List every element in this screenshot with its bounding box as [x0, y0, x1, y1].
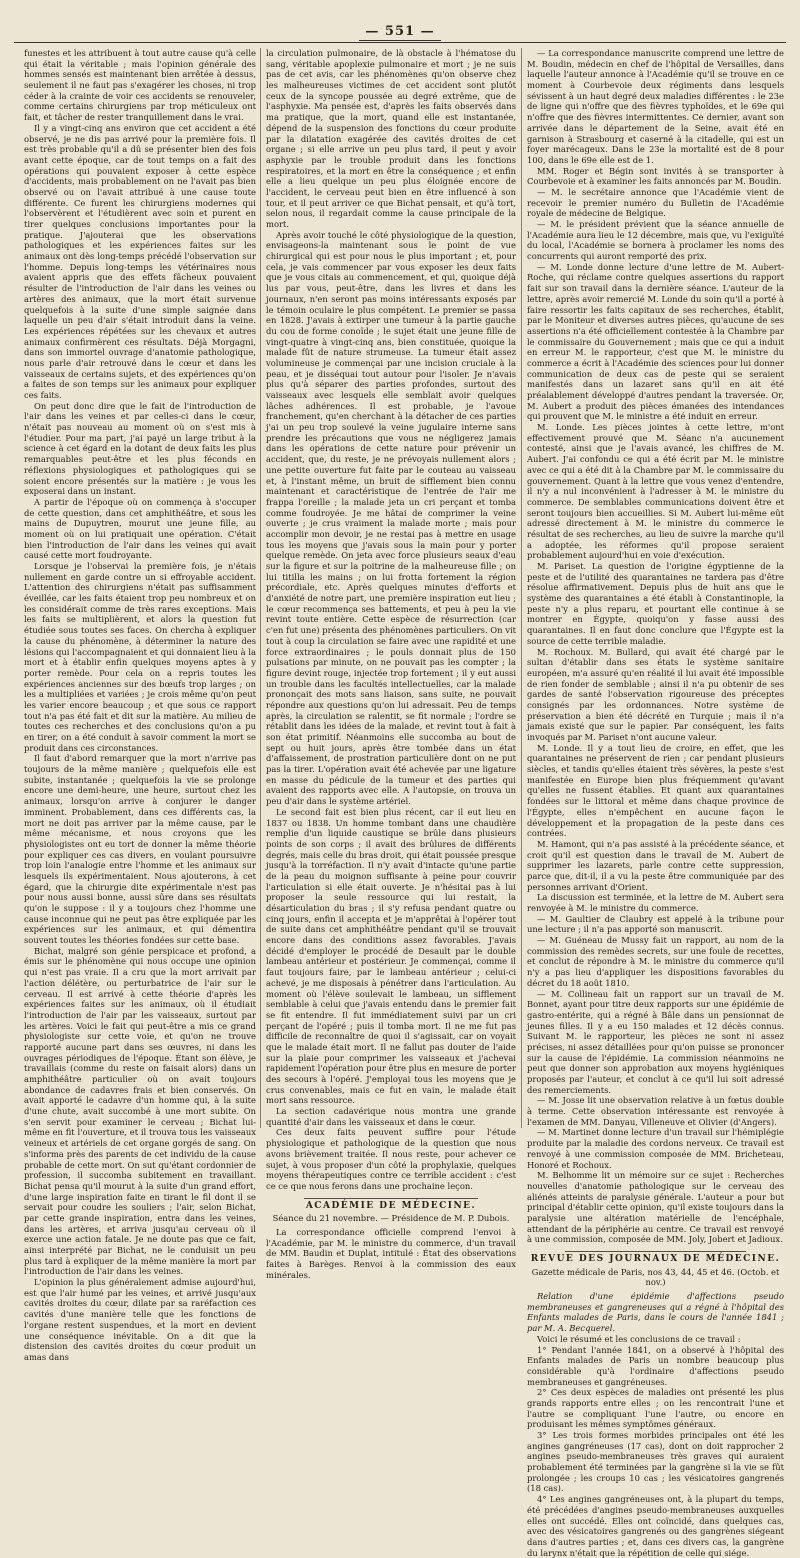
page-header	[0, 10, 800, 50]
paragraph: M. Hamont, qui n'a pas assisté à la précédente séance, et croit qu'il est question dans le travail de M. Aubert de supprimer les lazarets, parle contre cette suppression, parce que, dit-il, il a vu la peste être communiquée par des personnes arrivant d'Orient.	[527, 838, 784, 892]
paragraph: — M. Londe donne lecture d'une lettre de M. Aubert-Roche, qui réclame contre quelques assertions du rapport fait sur son travail dans la dernière séance. L'auteur de la lettre, après avoir remercié M. Londe du soin qu'il a porté à faire ressortir les faits capitaux de ses recherches, établit, par le Moniteur et diverses autres pièces, qu'aucune de ses assertions n'a été officiellement contestée à la Chambre par le commissaire du Gouvernement ; mais que ce qui a induit en erreur M. le rapporteur, c'est que M. le ministre du commerce a écrit à l'Académie des sciences pour lui donner communication de deux cas de peste qui se seraient manifestés dans un lazaret sans qu'il en ait été préalablement développé d'autres pendant la traversée. Or, M. Aubert a produit des pièces émanées des intendances qui prouvent que M. le ministre a été induit en erreur.	[527, 261, 784, 422]
paragraph: M. Pariset. La question de l'origine égyptienne de la peste et de l'utilité des quarantaines ne tardera pas d'être résolue affirmativement. Depuis plus de huit ans que le système des quarantaines a été établi à Constantinople, la peste n'y a plus reparu, et pourtant elle continue à se montrer en Égypte, quoiqu'on y fasse aussi des quarantaines. Il en faut donc conclure que l'Égypte est la source de cette terrible maladie.	[527, 561, 784, 646]
paragraph: — M. Martinet donne lecture d'un travail sur l'hémiplégie produite par la maladie des cordons nerveux. Ce travail est renvoyé à une commission composée de MM. Bricheteau, Honoré et Rochoux.	[527, 1127, 784, 1170]
paragraph: L'opinion la plus généralement admise aujourd'hui, est que l'air humé par les veines, et arrivé jusqu'aux cavités droites du cœur, dilate par sa raréfaction ces cavités d'une manière telle que les fonctions de l'organe restent suspendues, et la mort en devient une conséquence inévitable. On a dit que la distension des cavités droites du cœur produit un amas dans	[24, 1277, 256, 1362]
section-divider	[304, 1198, 478, 1199]
paragraph: la circulation pulmonaire, de là obstacle à l'hématose du sang, véritable apoplexie pulmonaire et mort ; je ne suis pas de cet avis, car les phénomènes qu'on observe chez les malheureuses victimes de cet accident sont plutôt ceux de la syncope poussée au degré extrême, que de l'asphyxie. Ma pensée est, d'après les faits observés dans ma pratique, que la mort, quand elle est instantanée, dépend de la suspension des fonctions du cœur produite par la dilatation exagérée des cavités droites de cet organe ; si elle arrive un peu plus tard, il peut y avoir asphyxie par le trouble produit dans les fonctions respiratoires, et la mort en être la conséquence ; et enfin elle a lieu quelque un peu plus éloignée encore de l'accident, le cerveau peut bien en être influencé à son tour, et il peut arriver ce que Bichat pensait, et qu'à tort, selon nous, il regardait comme la cause principale de la mort.	[266, 48, 516, 229]
paragraph: — M. Collineau fait un rapport sur un travail de M. Bonnet, ayant pour titre deux rapports sur une épidémie de gastro-entérite, qui a régné à Bâle dans un pensionnat de jeunes filles. Il y a eu 150 malades et 12 décès connus. Suivant M. le rapporteur, les pièces ne sont ni assez précises, ni assez détaillées pour qu'on puisse se prononcer sur la cause de l'épidémie. La commission néanmoins ne peut que donner son approbation aux moyens hygiéniques proposés par l'auteur, et conclut à ce qu'il lui soit adressé des remerciements.	[527, 988, 784, 1095]
list-item: 4° Les angines gangréneuses ont, à la plupart du temps, été précédées d'angines pseudo-membraneuses auxquelles elles ont succédé. Elles ont coïncidé, dans quelques cas, avec des vésicatoires gangrenés ou des gangrènes siégeant dans d'autres parties ; et, dans ces divers cas, la gangrène du larynx n'était que la répétition de celle qui siége.	[527, 1494, 784, 1558]
paragraph: — M. Gaultier de Claubry est appelé à la tribune pour une lecture ; il n'a pas apporté son manuscrit.	[527, 913, 784, 935]
list-item: 2° Ces deux espèces de maladies ont présenté les plus grands rapports entre elles ; on les rencontrait l'une et l'autre se compliquant l'une l'autre, ou encore en produisant les mêmes symptômes généraux.	[527, 1387, 784, 1430]
paragraph: MM. Roger et Bégin sont invités à se transporter à Courbevoie et à examiner les faits annoncés par M. Boudin.	[527, 165, 784, 187]
section-title-revue: REVUE DES JOURNAUX DE MÉDECINE.	[530, 1254, 781, 1264]
paragraph: A partir de l'époque où on commença à s'occuper de cette question, dans cet amphithéâtre, et sous les mains de Dupuytren, mourut une jeune fille, au moment où on lui pratiquait une opération. C'était bien l'introduction de l'air dans les veines qui avait causé cette mort foudroyante.	[24, 496, 256, 561]
paragraph: Il y a vingt-cinq ans environ que cet accident a été observé, je ne dis pas arrivé pour la première fois. Il est très probable qu'il a dû se présenter bien des fois avant cette époque, car de tout temps on a fait des opérations qui pouvaient exposer à cette espèce d'accidents, mais probablement on ne l'avait pas bien observé ou on l'avait attribué à une cause toute différente. Ce furent les chirurgiens modernes qui l'observèrent et l'étudièrent avec soin et purent en tirer quelques conclusions importantes pour la pratique. J'ajouterai que les observations pathologiques et les expériences faites sur les animaux ont dès long-temps précédé l'observation sur l'homme. Depuis long-temps les vétérinaires nous avaient appris que des effets fâcheux pouvaient résulter de l'introduction de l'air dans les veines ou artères des animaux, que la mort était survenue quelquefois à la suite d'une simple saignée dans laquelle un peu d'air s'était introduit dans la veine. Les expériences répétées sur les chevaux et autres animaux confirmèrent ces résultats. Déjà Morgagni, dans son immortel ouvrage d'anatomie pathologique, nous parle d'air retrouvé dans le cœur et dans les vaisseaux de certains sujets, et des expériences qu'on a faites de son temps sur les animaux pour expliquer ces faits.	[24, 122, 256, 400]
paragraph: Ces deux faits peuvent suffire pour l'étude physiologique et pathologique de la question que nous avons brièvement traitée. Il nous reste, pour achever ce sujet, à vous proposer d'un côté la prophylaxie, quelques moyens thérapeutiques contre ce terrible accident : c'est ce ce que nous ferons dans une prochaine leçon.	[266, 1127, 516, 1191]
paragraph: Voici le résumé et les conclusions de ce travail :	[537, 1333, 741, 1344]
article-title: Relation d'une épidémie d'affections pseudo membraneuses et gangreneuses qui a régné à l'hôpital des Enfants malades de Paris, dans le cours de l'année 1841 ; par M. A. Becquerel.	[527, 1291, 784, 1334]
paragraph: On peut donc dire que le fait de l'introduction de l'air dans les veines et par celles-ci dans le cœur, n'était pas nouveau au moment où on s'est mis à l'étudier. Pour ma part, j'ai payé un large tribut à la science à cet égard en la dotant de deux faits les plus remarquables peut-être et les plus féconds en réflexions physiologiques et pathologiques qui se soient encore présentés sur la matière : je vous les exposerai dans un instant.	[24, 400, 256, 497]
paragraph: La section cadavérique nous montra une grande quantité d'air dans les vaisseaux et dans le cœur.	[266, 1106, 516, 1127]
page-number: — 551 —	[359, 24, 440, 41]
paragraph: Après avoir touché le côté physiologique de la question, envisageons-la maintenant sous le point de vue chirurgical qui est pour nous le plus important ; et, pour cela, je vais commencer par vous exposer les deux faits que je vous citais au commencement, et qui, quoique déjà lus par vous, peut-être, dans les livres et dans les journaux, n'en seront pas moins intéressants exposés par le témoin oculaire le plus compétent. Le premier se passa en 1828. J'avais à extirper une tumeur à la partie gauche du cou de forme conoïde ; le sujet était une jeune fille de vingt-quatre à vingt-cinq ans, bien constituée, quoique la malade fût de nature strumeuse. La tumeur était assez volumineuse je commençai par une incision cruciale à la peau, et je disséquai tout autour pour l'isoler. Je n'avais plus qu'à séparer des parties profondes, surtout des vaisseaux avec lesquels elle semblait avoir quelques lâches adhérences. Il est probable, je l'avoue franchement, qu'en cherchant à la détacher de ces parties j'ai un peu trop soulevé la veine jugulaire interne sans prendre les précautions que vous ne négligerez jamais dans les opérations de cette nature pour prévenir un accident, que, du reste, je ne prévoyais nullement alors ; une petite ouverture fut faite par le couteau au vaisseau et, à l'instant même, un bruit de sifflement bien connu maintenant et caractéristique de l'entrée de l'air me frappa l'oreille ; la malade jeta un cri perçant et tomba comme foudroyée. Je me hâtai de comprimer la veine ouverte ; je crus vraiment la malade morte ; mais pour accomplir mon devoir, je ne restai pas à mettre en usage tous les moyens que j'avais sous la main pour y porter quelque remède. On jeta avec force plusieurs seaux d'eau sur la figure et sur la poitrine de la malheureuse fille ; on lui titilla les mains ; on lui frotta fortement la région précordiale, etc. Après quelques minutes d'efforts et d'anxiété de notre part, une première inspiration eut lieu ; le cœur recommença ses battements, et peu à peu la vie revint toute entière. Cette espèce de résurrection (car c'en fut une) présenta des phénomènes particuliers. On vit tout à coup la circulation se faire avec une rapidité et une force extraordinaires ; le pouls donnait plus de 150 pulsations par minute, on ne pouvait pas les compter ; la figure devint rouge, injectée trop fortement ; il y eut aussi un trouble dans les facultés intellectuelles, car la malade prononçait des mots sans liaison, sans suite, ne pouvait répondre aux questions qu'on lui adressait. Peu de temps après, la circulation se ralentit, se fit normale ; l'ordre se rétablit dans les idées de la malade, et revint tout à fait à son état primitif. Néanmoins elle succomba au bout de sept ou huit jours, après être tombée dans un état d'affaissement, de prostration particulière dont on ne put pas la tirer. L'opération avait été achevée par une ligature en masse du pédicule de la tumeur et des parties qui avaient des rapports avec elle. A l'autopsie, on trouva un peu d'air dans le système artériel.	[266, 229, 516, 807]
paragraph: Il faut d'abord remarquer que la mort n'arrive pas toujours de la même manière ; quelquefois elle est subite, instantanée ; quelquefois la vie se prolonge encore une demi-heure, une heure, surtout chez les animaux, lorsqu'on arrive à conjurer le danger imminent. Probablement, dans ces différents cas, la mort ne doit pas arriver par la même cause, par le même mécanisme, et nous croyons que les physiologistes ont eu tort de donner la même théorie pour expliquer ces cas divers, en voulant poursuivre trop loin l'analogie entre l'homme et les animaux sur lesquels ils expérimentaient. Nous ajouterons, à cet égard, que la chirurgie dite expérimentale n'est pas pour nous aussi bonne, aussi sûre dans ses résultats qu'on le suppose : il y a toujours chez l'homme une cause inconnue qui ne peut pas être expliquée par les expériences sur les animaux, et qui démentira souvent toutes les théories fondées sur cette base.	[24, 753, 256, 946]
paragraph: M. Belhomme lit un mémoire sur ce sujet : Recherches nouvelles d'anatomie pathologique sur le cerveau des aliénés atteints de paralysie générale. L'auteur a pour but principal d'établir cette opinion, qu'il existe toujours dans la paralysie une altération matérielle de l'encéphale, attendant de la périphérie au centre. Ce travail est renvoyé à une commission, composée de MM. Joly, Jobert et Jadioux.	[527, 1170, 784, 1245]
paragraph: — M. le président prévient que la séance annuelle de l'Académie aura lieu le 12 décembre, mais que, vu l'exiguïté du local, l'Académie se bornera à proclamer les noms des concurrents qui auront remporté des prix.	[527, 219, 784, 262]
paragraph: Lorsque je l'observai la première fois, je n'étais nullement en garde contre un si effroyable accident. L'attention des chirurgiens n'était pas suffisamment éveillée, car les faits étaient trop peu nombreux et on les considérait comme de très rares exceptions. Mais les faits se multiplièrent, et alors la question fut étudiée sous toutes ses faces. On chercha à expliquer la cause du phénomène, à déterminer la nature des lésions qui l'accompagnaient et qui donnaient lieu à la mort et à établir enfin quelques moyens aptes à y porter remède. Pour cela on a repris toutes les expériences anciennes sur des bœufs trop larges ; on les a multipliées et variées ; je crois même qu'on peut les varier encore beaucoup ; et que sous ce rapport tout n'a pas été fait et dit sur la matière. Au milieu de toutes ces recherches et des conclusions qu'on a pu en tirer, on a été conduit à savoir comment la mort se produit dans ces circonstances.	[24, 561, 256, 753]
section-title-academie: ACADÉMIE DE MÉDECINE.	[305, 1200, 477, 1211]
paragraph: — M. Josse lit une observation relative à un fœtus double à terme. Cette observation intéressante est renvoyée à l'examen de MM. Danyau, Villeneuve et Olivier (d'Angers).	[527, 1095, 784, 1127]
paragraph: M. Rochoux. M. Bullard, qui avait été chargé par le sultan d'établir dans ses états le système sanitaire européen, m'a assuré qu'en réalité il lui avait été impossible de rien fonder de semblable ; ainsi il n'a pu obtenir de ses gardes de santé l'observation rigoureuse des préceptes consignés par les ordonnances. Notre système de préservation a bien été décrété en Turquie ; mais il n'a jamais existé que sur le papier. Par conséquent, les faits invoqués par M. Pariset n'ont aucune valeur.	[527, 646, 784, 742]
column-left	[24, 48, 256, 1362]
paragraph: M. Londe. Il y a tout lieu de croire, en effet, que les quarantaines ne préservent de rien ; car pendant plusieurs siècles, et tandis qu'elles étaient très sévères, la peste s'est manifestée en Europe bien plus fréquemment qu'avant qu'elles ne fussent établies. Et quant aux quarantaines fondées sur le littoral et même dans chaque province de l'Égypte, elles n'empêchent en aucune façon le développement et la propagation de la peste dans ces contrées.	[527, 742, 784, 839]
column-separator	[260, 48, 261, 1128]
paragraph: M. Londe. Les pièces jointes à cette lettre, m'ont effectivement prouvé que M. Séanc n'a aucunement contesté, ainsi que je l'avais avancé, les chiffres de M. Aubert. J'ai confondu ce qui a été écrit par M. le ministre avec ce qui a été dit à la Chambre par M. le commissaire du gouvernement. Quant à la lettre que vous venez d'entendre, il n'y a nul inconvénient à l'adresser à M. le ministre du commerce. De semblables communications doivent être et seront toujours bien accueillies. Si M. Aubert lui-même eût adressé directement à M. le ministre du commerce le résultat de ses recherches, au lieu de suivre la marche qu'il a adoptée, les réformes qu'il propose seraient probablement aujourd'hui en voie d'exécution.	[527, 422, 784, 561]
gazette-line: Gazette médicale de Paris, nos 43, 44, 45 et 46. (Octob. et nov.)	[531, 1266, 780, 1288]
column-middle	[266, 48, 516, 1280]
paragraph: — La correspondance manuscrite comprend une lettre de M. Boudin, médecin en chef de l'hôpital de Versailles, dans laquelle l'auteur annonce à l'Académie qu'il se trouve en ce moment à Courbevoie deux régiments dans lesquels sévissent à un haut degré deux maladies différentes : le 23e de ligne qui n'offre que des fièvres typhoïdes, et le 69e qui n'offre que des fièvres intermittentes. Ce dernier, avant son arrivée dans le département de la Seine, avait été en garnison à Strasbourg et caserné à la citadelle, qui est un foyer marécageux. Dans le 23e la mortalité est de 8 pour 100, dans le 69e elle est de 1.	[527, 48, 784, 165]
header-rule	[14, 42, 786, 43]
column-right	[527, 48, 784, 1558]
paragraph: funestes et les attribuent à tout autre cause qu'à celle qui était la véritable ; mais l'opinion générale des hommes sensés est maintenant bien arrêtée à dessus, seulement il ne faut pas s'exagérer les choses, ni trop céder à la crainte de voir ces accidents se renouveler, comme certains chirurgiens par trop méticuleux ont fait, et tâcher de rester tranquillement dans le vrai.	[24, 48, 256, 123]
list-item: 1° Pendant l'année 1841, on a observé à l'hôpital des Enfants malades de Paris un nombre beaucoup plus considérable qu'à l'ordinaire d'affections pseudo membraneuses et gangréneuses.	[527, 1344, 784, 1387]
paragraph: — M. le secrétaire annonce que l'Académie vient de recevoir le premier numéro du Bulletin de l'Académie royale de médecine de Belgique.	[527, 186, 784, 219]
paragraph: Bichat, malgré son génie perspicace et profond, a émis sur le phénomène qui nous occupe une opinion qui n'est pas vraie. Il a cru que la mort arrivait par l'action délétère, ou perturbatrice de l'air sur le cerveau. Il est arrivé à cette théorie d'après les expériences faites sur les animaux, où il étudiait l'introduction de l'air par les vaisseaux, surtout par les artères. Voici le fait qui peut-être a mis ce grand physiologiste sur cette voie, et qu'on ne trouve rapporté aucune part dans ses œuvres, ni dans les ouvrages périodiques de l'époque. Étant son élève, je travaillais (comme du reste on faisait alors) dans un amphithéâtre particulier où on avait toujours abondance de cadavres frais et bien conservés. On avait apporté le cadavre d'un homme qui, à la suite d'une chute, avait succombé à une mort subite. On s'en servit pour examiner le cerveau ; Bichat lui-même en fit l'ouverture, et il trouva tous les vaisseaux veineux et artériels de cet organe gorgés de sang. On s'informa près des parents de cet individu de la cause probable de cette mort. On sut qu'étant cordonnier de profession, il succomba subitement en travaillant. Bichat pensa qu'il mourut à la suite d'un grand effort, d'une large inspiration faite en tirant le fil dont il se servait pour coudre les souliers ; l'air, selon Bichat, par cette grande inspiration, entra dans les veines, dans les artères, et arriva jusqu'au cerveau où il exerce une action fatale. Je ne doute pas que ce fait, ainsi interprété par Bichat, ne le conduisit un peu plus tard à expliquer de la même manière la mort par l'introduction de l'air dans les veines.	[24, 945, 256, 1277]
session-line: Séance du 21 novembre. — Présidence de M. P. Dubois.	[272, 1213, 510, 1224]
column-separator	[521, 48, 522, 1128]
paragraph: — M. Guéneau de Mussy fait un rapport, au nom de la commission des remèdes secrets, sur une foule de recettes, et conclut de répondre à M. le ministre du commerce qu'il n'y a pas lieu d'appliquer les dispositions favorables du décret du 18 août 1810.	[527, 935, 784, 988]
section-divider	[565, 1251, 746, 1252]
paragraph: La discussion est terminée, et la lettre de M. Aubert sera renvoyée à M. le ministre du commerce.	[527, 892, 784, 913]
paragraph: Le second fait est bien plus récent, car il eut lieu en 1837 ou 1838. Un homme tombant dans une chaudière remplie d'un liquide caustique se brûle dans plusieurs points de son corps ; il avait des brûlures de différents degrés, mais celle du bras droit, qui était poussée presque jusqu'à la torréfaction. Il n'y avait d'intacte qu'une partie de la peau du moignon suffisante à peine pour couvrir l'articulation si elle était ouverte. Je n'hésitai pas à lui proposer la seule ressource qui lui restait, la désarticulation du bras ; il s'y refusa pendant quatre ou cinq jours, enfin il accepta et je m'apprêtai à l'opérer tout de suite dans cet amphithéâtre pendant qu'il se trouvait encore dans des conditions assez favorables. J'avais décidé d'employer le procédé de Desault par le double lambeau antérieur et postérieur. Je commençai, comme il faut toujours faire, par le lambeau antérieur ; celui-ci achevé, je me disposais à pénétrer dans l'articulation. Au moment où l'élève soulevait le lambeau, un sifflement semblable à celui que j'avais entendu dans le premier fait se fit entendre. Il fut immédiatement suivi par un cri perçant de l'opéré ; puis il tomba mort. Il ne me fut pas difficile de reconnaître de quoi il s'agissait, car on voyait que le malade était mort. Il ne fallut pas douter de l'aide sur la plaie pour comprimer les vaisseaux et j'achevai rapidement l'opération pour être plus en mesure de porter des secours à l'opéré. J'employai tous les moyens que je crus convenables, mais ce fut en vain, le malade était mort sans ressource.	[266, 806, 516, 1106]
paragraph: La correspondance officielle comprend l'envoi à l'Académie, par M. le ministre du commerce, d'un travail de MM. Baudin et Duplat, intitulé : État des observations faites à Barèges. Renvoi à la commission des eaux minérales.	[266, 1226, 516, 1280]
list-item: 3° Les trois formes morbides principales ont été les angines gangréneuses (17 cas), dont on doit rapprocher 2 angines pseudo-membraneuses très graves qui auraient probablement été terminées par la gangrène si la vie se fût prolongée ; les croups 10 cas ; les vésicatoires gangrenés (18 cas).	[527, 1430, 784, 1494]
